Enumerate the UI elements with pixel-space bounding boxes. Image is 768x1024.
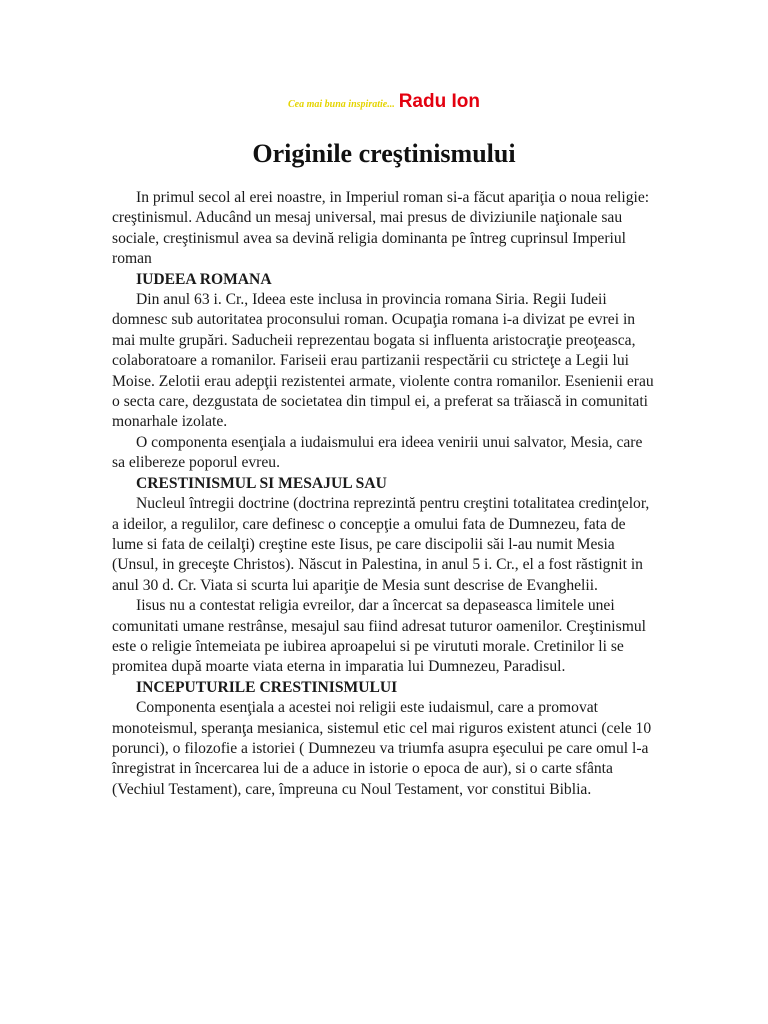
paragraph-iudeea-1: Din anul 63 i. Cr., Ideea este inclusa in provincia romana Siria. Regii Iudeii domnesc sub autoritatea proconsului roman. Ocupaţia romana i-a divizat pe evrei in mai multe grupări. Saducheii reprezentau bogata si influenta aristocraţie preoţeasca, colaboratoare a romanilor. Fariseii erau partizanii respectării cu stricteţe a Legii lui Moise. Zelotii erau adepţii rezistentei armate, violente contra romanilor. Esenienii erau o secta care, dezgustata de societatea din timpul ei, a preferat sa trăiască in comunitati monarhale izolate. [112,291,654,431]
header-author: Radu Ion [398,91,480,112]
document-header [112,88,656,116]
section-heading-iudeea-romana: IUDEEA ROMANA [136,270,272,288]
document-body [112,188,656,800]
document-title: Originile creştinismului [252,139,516,168]
intro-paragraph: In primul secol al erei noastre, in Imperiul roman si-a făcut apariţia o noua religie: creştinismul. Aducând un mesaj universal, mai presus de diviziunile naţionale sau sociale, creştinismul avea sa devină religia dominanta pe întreg cuprinsul Imperiul roman [112,189,650,268]
header-tagline: Cea mai buna inspiratie... [288,99,395,110]
section-heading-crestinismul-si-mesajul-sau: CRESTINISMUL SI MESAJUL SAU [136,474,387,492]
document-page [112,88,656,800]
paragraph-iudeea-2: O componenta esenţiala a iudaismului era ideea venirii unui salvator, Mesia, care sa elibereze poporul evreu. [112,433,643,472]
paragraph-inceputurile-1: Componenta esenţiala a acestei noi religii este iudaismul, care a promovat monoteismul, speranţa mesianica, sistemul etic cel mai riguros existent atunci (cele 10 porunci), o filozofie a istoriei ( Dumnezeu va triumfa asupra eşecului pe care omul l-a înregistrat in încercarea lui de a aduce in istorie o epoca de aur), si o carte sfânta (Vechiul Testament), care, împreuna cu Noul Testament, vor constitui Biblia. [112,699,652,798]
paragraph-mesajul-1: Nucleul întregii doctrine (doctrina reprezintă pentru creştini totalitatea credinţelor, a ideilor, a regulilor, care definesc o concepţie a omului fata de Dumnezeu, fata de lume si fata de ceilalţi) creştine este Iisus, pe care discipolii săi l-au numit Mesia (Unsul, in greceşte Christos). Născut in Palestina, in anul 5 i. Cr., el a fost răstignit in anul 30 d. Cr. Viata si scurta lui apariţie de Mesia sunt descrise de Evanghelii. [112,495,650,594]
section-heading-inceputurile-crestinismului: INCEPUTURILE CRESTINISMULUI [136,678,398,696]
paragraph-mesajul-2: Iisus nu a contestat religia evreilor, dar a încercat sa depaseasca limitele unei comunitati umane restrânse, mesajul sau fiind adresat tuturor oamenilor. Creştinismul este o religie întemeiata pe iubirea aproapelui si pe virututi morale. Cretinilor li se promitea după moarte viata eterna in imparatia lui Dumnezeu, Paradisul. [112,597,646,676]
